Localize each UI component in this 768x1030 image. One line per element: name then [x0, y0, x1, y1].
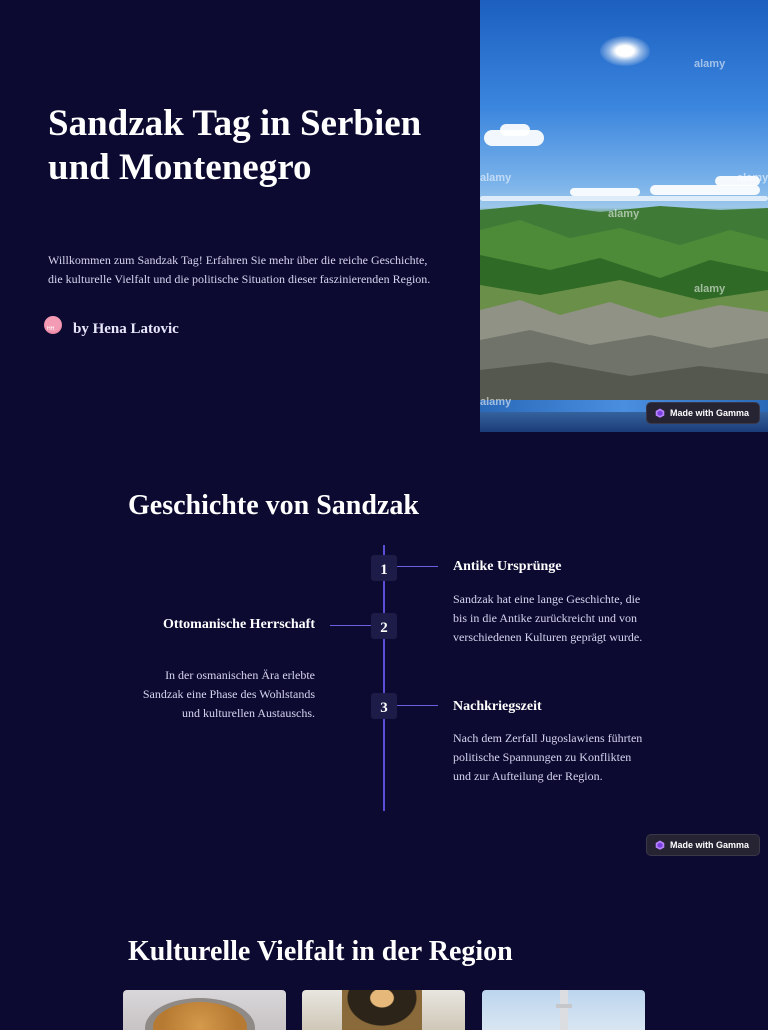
timeline-title-2: Ottomanische Herrschaft: [162, 617, 315, 632]
avatar: HH: [44, 316, 62, 334]
sun-glare: [600, 36, 650, 66]
timeline-text-1: Sandzak hat eine lange Geschichte, die bis in die Antike zurückreicht und von verschiedenen Kulturen geprägt wurde.: [453, 592, 643, 644]
culture-card-food-image: [123, 990, 286, 1030]
timeline-connector: [397, 566, 438, 567]
watermark: alamy: [694, 283, 726, 295]
rocks: [480, 290, 768, 400]
timeline-text-3: Nach dem Zerfall Jugoslawiens führten politische Spannungen zu Konflikten und zur Aufteilung der Region.: [453, 731, 643, 783]
cloud: [570, 188, 640, 196]
hero-section: [0, 0, 768, 432]
timeline-connector: [330, 625, 371, 626]
culture-section-title: Kulturelle Vielfalt in der Region: [128, 936, 513, 967]
badge-label: Made with Gamma: [670, 408, 750, 418]
landscape-image: [480, 0, 768, 432]
cloud: [500, 124, 530, 136]
timeline-step-2: 2: [371, 613, 397, 639]
cloud: [650, 185, 760, 195]
author-name: by Hena Latovic: [73, 320, 179, 337]
history-section-title: Geschichte von Sandzak: [128, 490, 419, 521]
minaret: [560, 990, 568, 1030]
page-title: Sandzak Tag in Serbien und Montenegro: [48, 103, 422, 188]
timeline-step-1: 1: [371, 555, 397, 581]
watermark: alamy: [737, 172, 768, 184]
badge-label: Made with Gamma: [670, 840, 750, 850]
minaret-balcony: [556, 1004, 572, 1008]
gamma-logo-icon: [655, 840, 665, 850]
author-byline: [44, 316, 179, 342]
made-with-gamma-button[interactable]: [646, 834, 760, 856]
hero-description: Willkommen zum Sandzak Tag! Erfahren Sie mehr über die reiche Geschichte, die kulturelle Vielfalt und die politische Situation dieser faszinierenden Region.: [48, 253, 431, 286]
timeline-title-3: Nachkriegszeit: [453, 699, 542, 714]
watermark: alamy: [694, 58, 726, 70]
watermark: alamy: [608, 208, 640, 220]
gamma-logo-icon: [655, 408, 665, 418]
watermark: alamy: [480, 172, 512, 184]
timeline-step-3: 3: [371, 693, 397, 719]
made-with-gamma-button[interactable]: [646, 402, 760, 424]
timeline-title-1: Antike Ursprünge: [453, 559, 562, 574]
timeline-connector: [397, 705, 438, 706]
culture-card-minaret-image: [482, 990, 645, 1030]
costume: [342, 990, 422, 1030]
timeline-text-2: In der osmanischen Ära erlebte Sandzak eine Phase des Wohlstands und kulturellen Austauschs.: [142, 668, 315, 720]
timeline-line: [383, 545, 385, 811]
watermark: alamy: [480, 396, 512, 408]
culture-card-costume-image: [302, 990, 465, 1030]
